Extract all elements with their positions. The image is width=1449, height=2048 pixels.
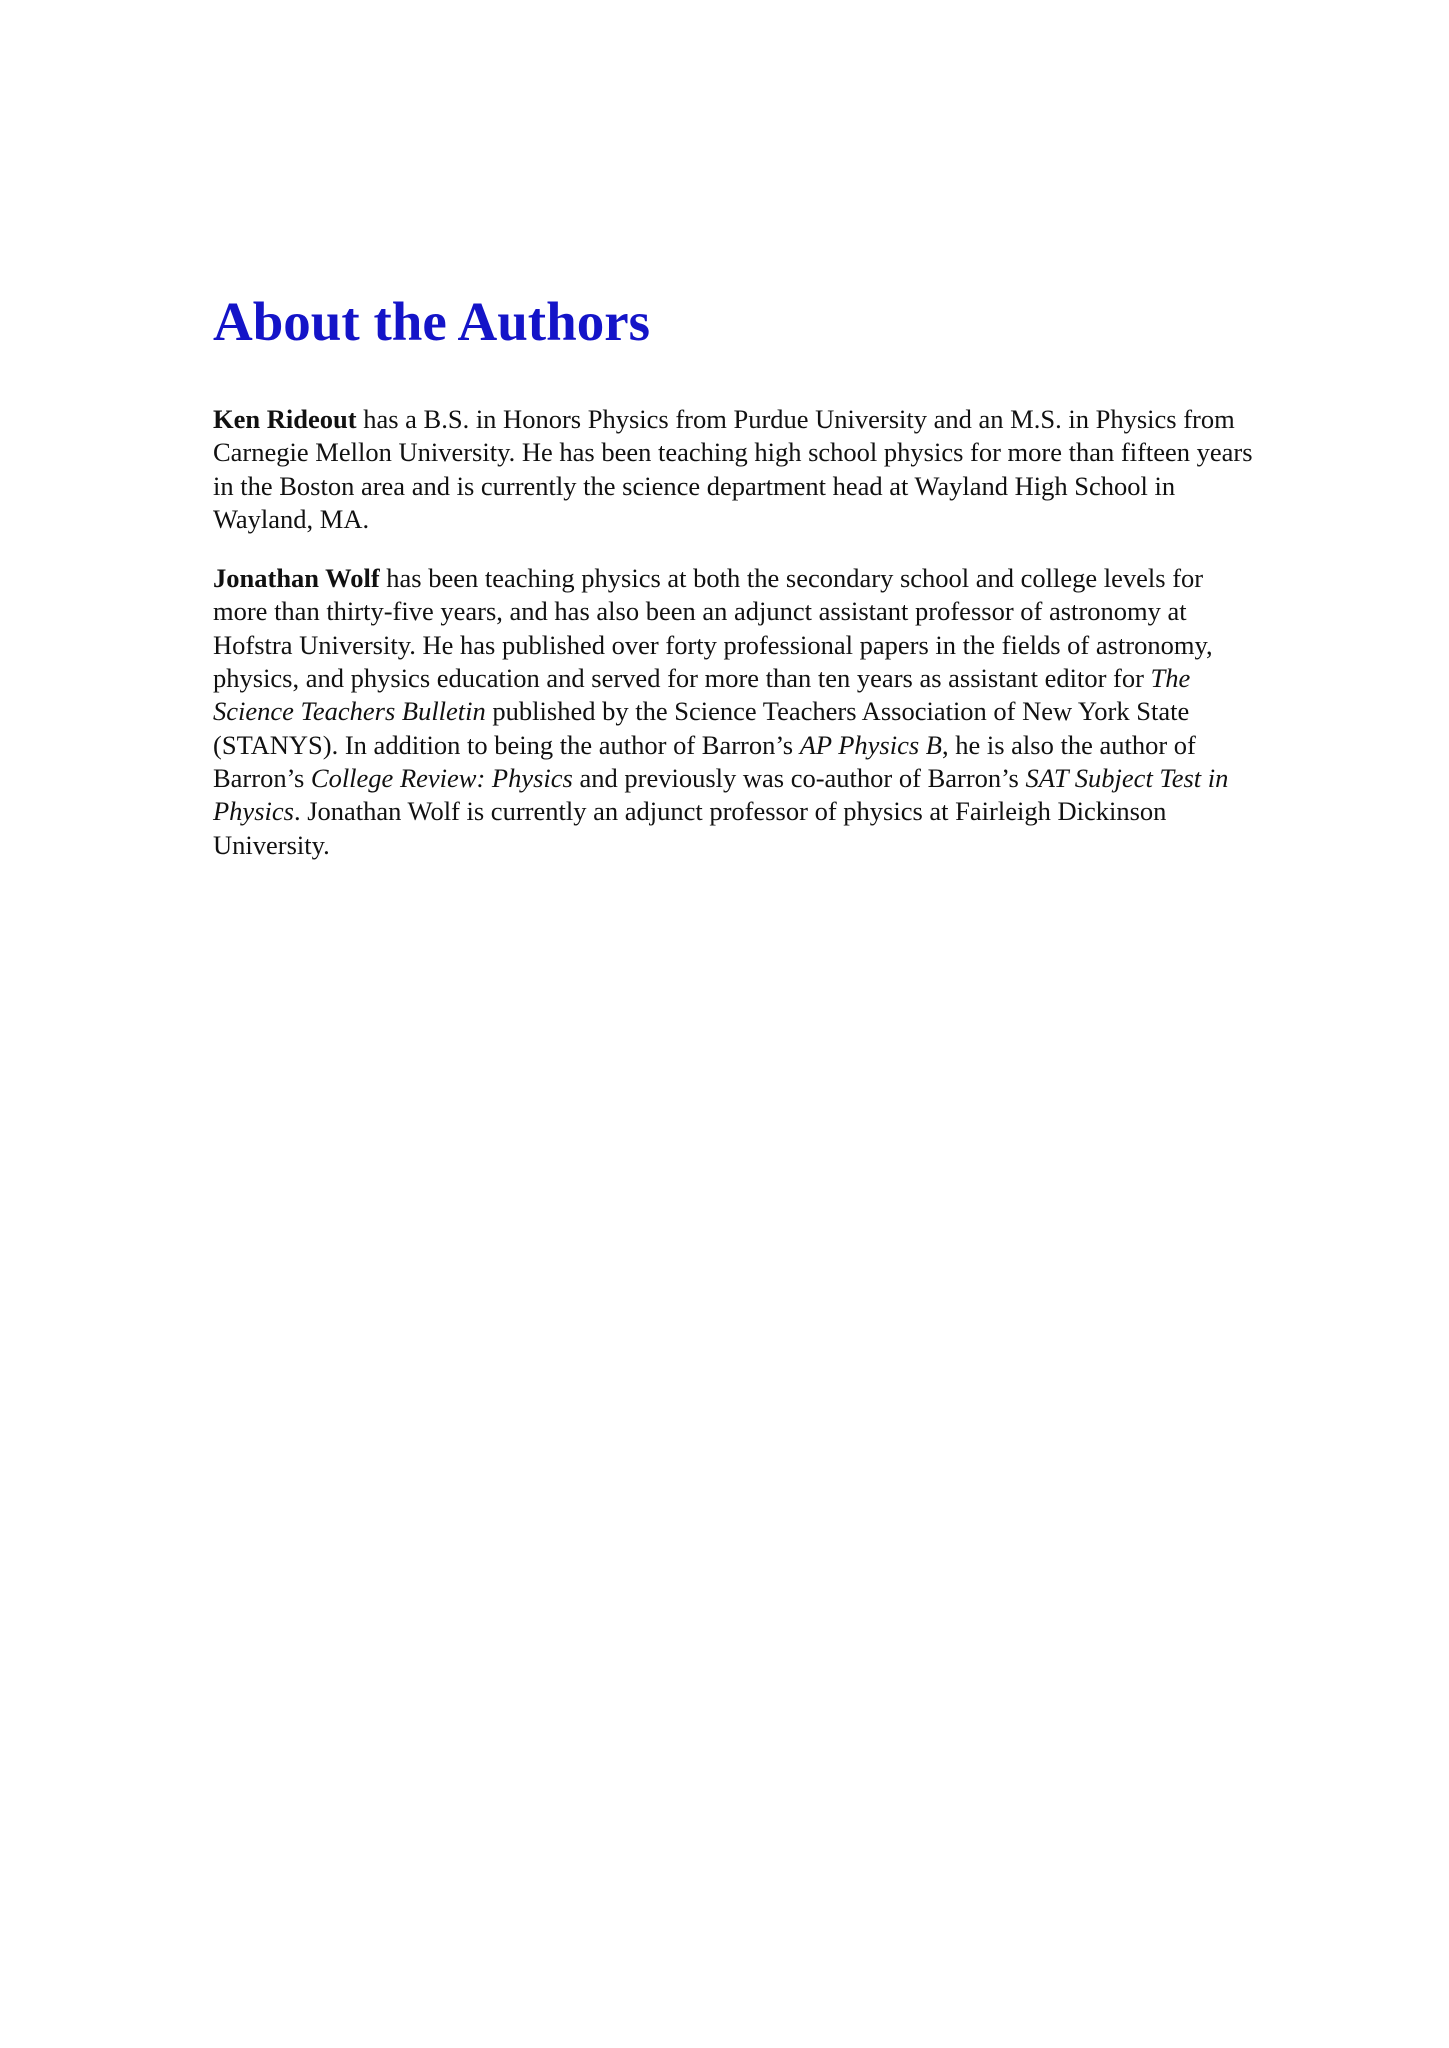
author-bio-jonathan-wolf: [213, 562, 1258, 862]
author-bio-ken-rideout: [213, 403, 1258, 536]
author-name-jonathan-wolf: Jonathan Wolf: [213, 563, 380, 594]
book-title: AP Physics B: [799, 729, 942, 760]
author-name-ken-rideout: Ken Rideout: [213, 404, 357, 434]
book-title: The Science Teachers Bulletin: [213, 663, 1191, 727]
book-title: SAT Subject Test in Physics: [213, 762, 1229, 827]
page-title: About the Authors: [213, 291, 651, 352]
author-bio-text: . Jonathan Wolf is currently an adjunct professor of physics at Fairleigh Dickinson University.: [213, 796, 1167, 860]
page-content: [213, 290, 1258, 862]
author-bio-text: , he is also the author of Barron’s: [213, 729, 1196, 793]
author-bio-text: published by the Science Teachers Association of New York State (STANYS). In addition to being the author of Barron’s: [213, 696, 1190, 760]
author-bio-text: and previously was co-author of Barron’s: [572, 762, 1026, 793]
author-bio-text: has been teaching physics at both the secondary school and college levels for more than thirty-five years, and has also been an adjunct assistant professor of astronomy at Hofstra University. He has published over forty professional papers in the fields of astronomy, physics, and physics education and served for more than ten years as assistant editor for: [213, 563, 1213, 694]
book-title: College Review: Physics: [310, 762, 573, 793]
author-bio-text: has a B.S. in Honors Physics from Purdue University and an M.S. in Physics from Carnegie Mellon University. He has been teaching high school physics for more than fifteen years in the Boston area and is currently the science department head at Wayland High School in Wayland, MA.: [213, 404, 1253, 534]
